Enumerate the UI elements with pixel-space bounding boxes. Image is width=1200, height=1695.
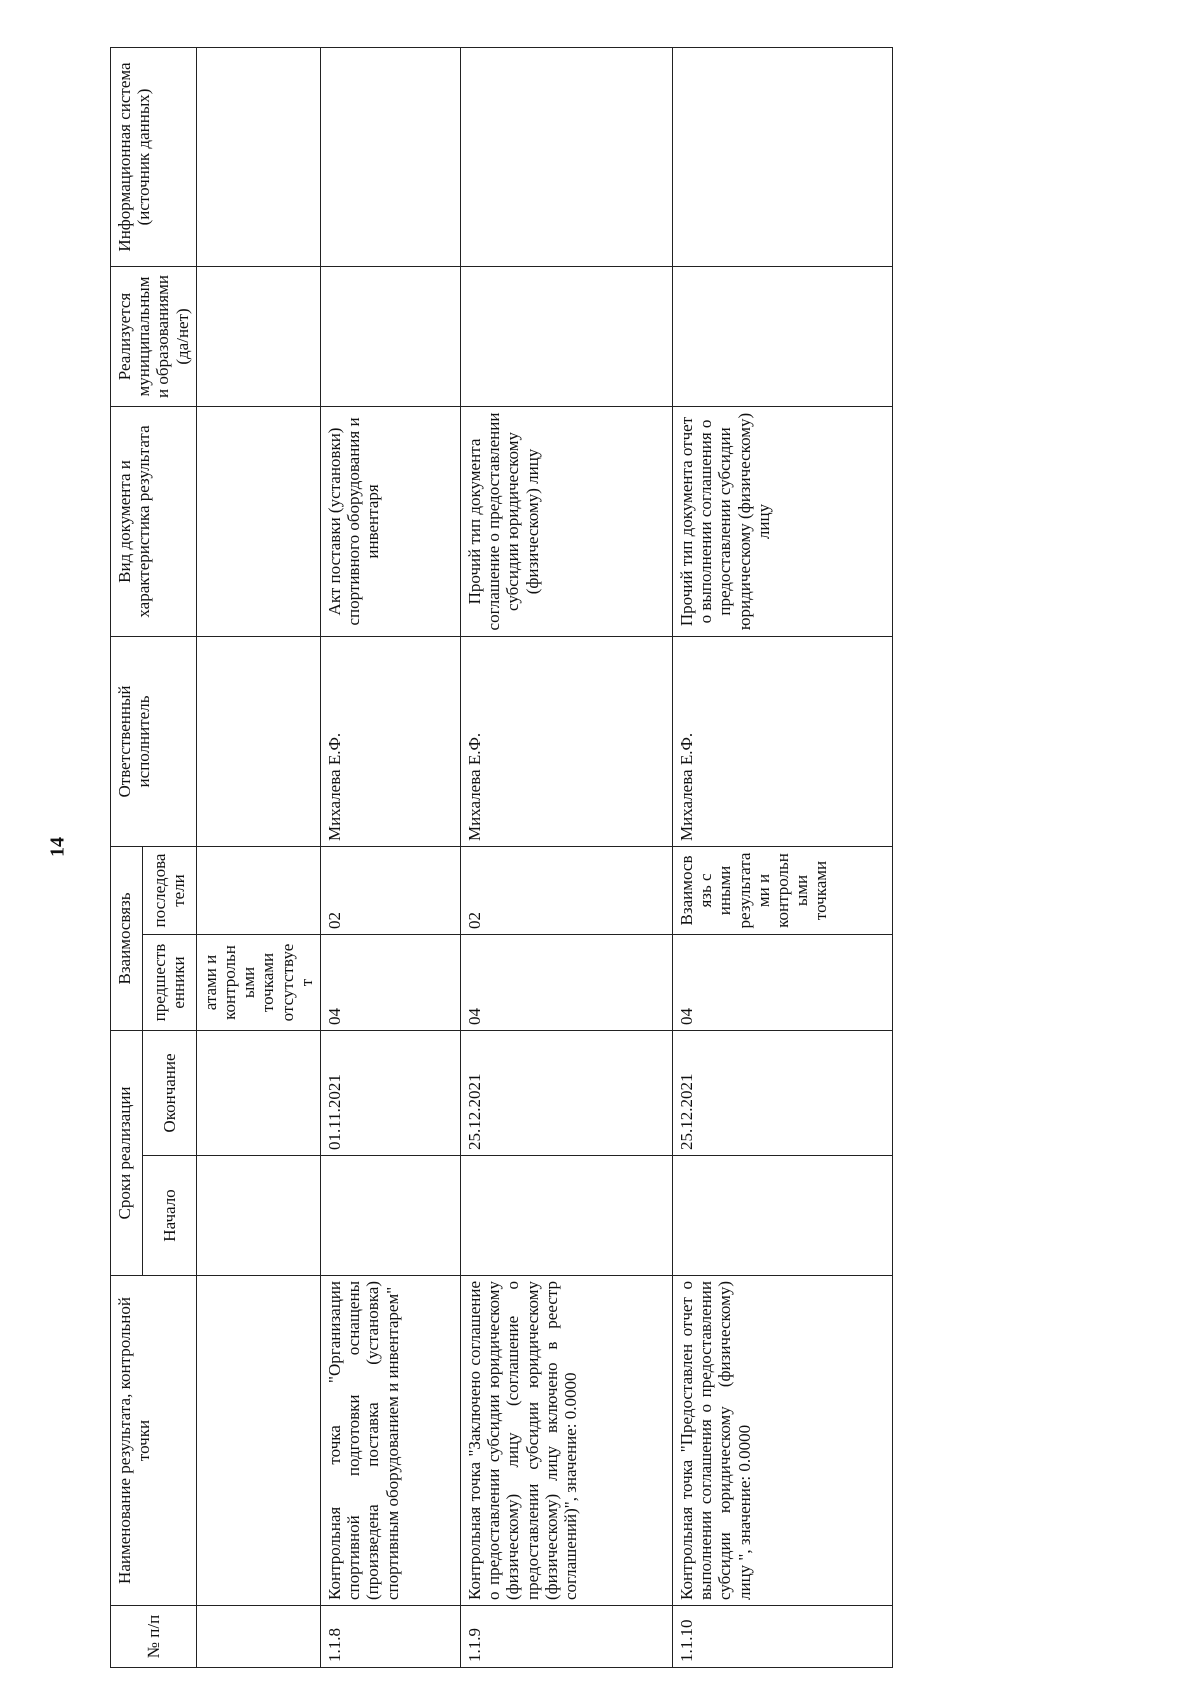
header-successors: последователи <box>143 846 197 934</box>
cell-empty <box>196 846 320 934</box>
row-info-system <box>673 47 893 266</box>
row-responsible: Михалева Е.Ф. <box>673 636 893 846</box>
document-sheet <box>110 48 1153 1668</box>
row-municipal <box>673 266 893 406</box>
row-doc-type: Прочий тип документа отчет о выполнении соглашения о предоставлении субсидии юридическому (физическому) лицу <box>673 406 893 636</box>
cell-empty <box>196 636 320 846</box>
cell-empty <box>196 406 320 636</box>
results-table <box>110 47 893 1668</box>
rotated-table-wrapper <box>110 48 1153 1668</box>
row-successors: Взаимосвязь с иными результатами и контрольными точками <box>673 846 893 934</box>
cell-empty <box>196 266 320 406</box>
row-doc-type: Акт поставки (установки) спортивного оборудования и инвентаря <box>321 406 461 636</box>
continuation-predecessors: атами и контрольными точками отсутствует <box>196 935 320 1031</box>
header-start: Начало <box>143 1156 197 1276</box>
row-name: Контрольная точка "Предоставлен отчет о выполнении соглашения о предоставлении субсидии юридическому (физическому) лицу ", значение: 0.0000 <box>673 1276 893 1606</box>
row-municipal <box>321 266 461 406</box>
cell-empty <box>196 1606 320 1668</box>
row-doc-type: Прочий тип документа соглашение о предоставлении субсидии юридическому (физическому) лицу <box>461 406 673 636</box>
cell-empty <box>196 47 320 266</box>
table-row <box>461 47 673 1667</box>
header-terms: Сроки реализации <box>111 1031 143 1276</box>
header-relation: Взаимосвязь <box>111 846 143 1030</box>
row-num: 1.1.10 <box>673 1606 893 1668</box>
cell-empty <box>196 1031 320 1156</box>
row-info-system <box>461 47 673 266</box>
cell-empty <box>196 1276 320 1606</box>
row-end: 01.11.2021 <box>321 1031 461 1156</box>
row-end: 25.12.2021 <box>461 1031 673 1156</box>
table-row <box>321 47 461 1667</box>
row-info-system <box>321 47 461 266</box>
page-number: 14 <box>46 837 69 857</box>
row-predecessors: 04 <box>673 935 893 1031</box>
header-predecessors: предшественники <box>143 935 197 1031</box>
row-responsible: Михалева Е.Ф. <box>321 636 461 846</box>
header-row-1 <box>111 47 143 1667</box>
header-info-system: Информационная система (источник данных) <box>111 47 197 266</box>
header-responsible: Ответственный исполнитель <box>111 636 197 846</box>
row-name: Контрольная точка "Организации спортивной подготовки оснащены (произведена поставка (установка) спортивным оборудованием и инвентарем" <box>321 1276 461 1606</box>
cell-empty <box>196 1156 320 1276</box>
row-predecessors: 04 <box>321 935 461 1031</box>
header-num: № п/п <box>111 1606 197 1668</box>
row-predecessors: 04 <box>461 935 673 1031</box>
row-start <box>321 1156 461 1276</box>
row-responsible: Михалева Е.Ф. <box>461 636 673 846</box>
row-successors: 02 <box>461 846 673 934</box>
row-name: Контрольная точка "Заключено соглашение о предоставлении субсидии юридическому (физическому) лицу (соглашение о предоставлении субсидии юридическому (физическому) лицу включено в реестр соглашений)", значение: 0.0000 <box>461 1276 673 1606</box>
row-num: 1.1.9 <box>461 1606 673 1668</box>
row-num: 1.1.8 <box>321 1606 461 1668</box>
header-end: Окончание <box>143 1031 197 1156</box>
table-row <box>673 47 893 1667</box>
row-end: 25.12.2021 <box>673 1031 893 1156</box>
row-start <box>673 1156 893 1276</box>
row-start <box>461 1156 673 1276</box>
row-successors: 02 <box>321 846 461 934</box>
header-municipal: Реализуется муниципальными образованиями (да/нет) <box>111 266 197 406</box>
header-doc-type: Вид документа и характеристика результата <box>111 406 197 636</box>
row-municipal <box>461 266 673 406</box>
continuation-row <box>196 47 320 1667</box>
header-name: Наименование результата, контрольной точки <box>111 1276 197 1606</box>
